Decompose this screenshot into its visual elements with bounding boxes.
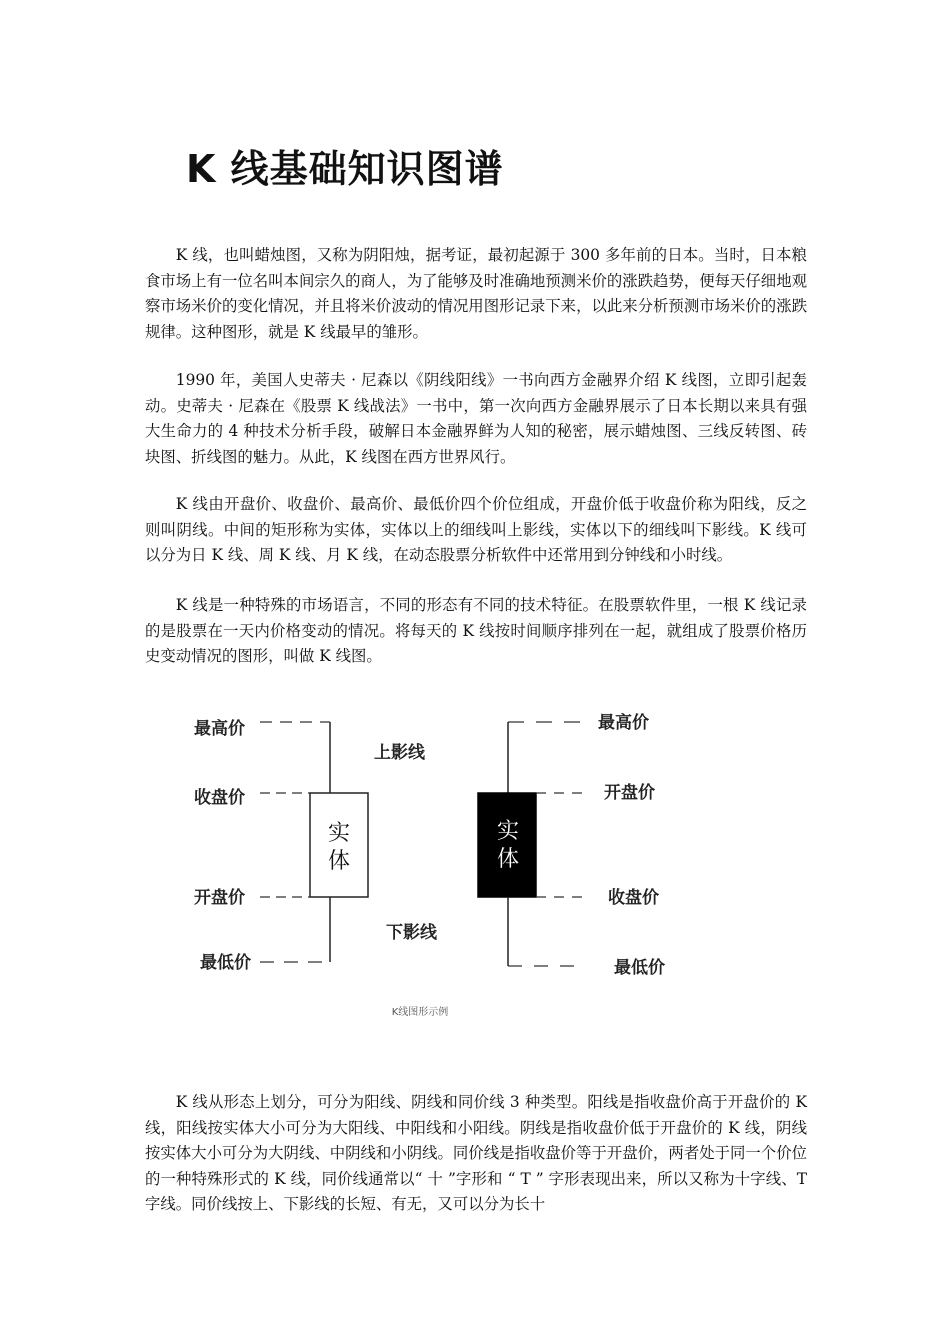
yin-candle: [478, 712, 665, 978]
candlestick-diagram: [180, 700, 700, 1030]
lower-shadow-label: 下影线: [386, 923, 437, 943]
upper-shadow-label: 上影线: [374, 743, 425, 763]
figure-caption: K线图形示例: [391, 1007, 449, 1018]
candlestick-figure: [180, 700, 700, 1030]
yang-low-label: 最低价: [200, 953, 251, 973]
yang-high-label: 最高价: [194, 719, 245, 739]
yang-candle: [194, 718, 368, 973]
paragraph-language: K 线是一种特殊的市场语言，不同的形态有不同的技术特征。在股票软件里，一根 K 线记录的是股票在一天内价格变动的情况。将每天的 K 线按时间顺序排列在一起，就组成了股票价格历史变动情况的图形，叫做 K 线图。: [145, 596, 807, 665]
paragraph-origin: K 线，也叫蜡烛图，又称为阴阳烛，据考证，最初起源于 300 多年前的日本。当时，日本粮食市场上有一位名叫本间宗久的商人，为了能够及时准确地预测米价的涨跌趋势，便每天仔细地观察市场米价的变化情况，并且将米价波动的情况用图形记录下来，以此来分析预测市场米价的涨跌规律。这种图形，就是 K 线最早的雏形。: [145, 246, 807, 341]
paragraph-components: K 线由开盘价、收盘价、最高价、最低价四个价位组成，开盘价低于收盘价称为阳线，反之则叫阴线。中间的矩形称为实体，实体以上的细线叫上影线，实体以下的细线叫下影线。K 线可以分为日 K 线、周 K 线、月 K 线，在动态股票分析软件中还常用到分钟线和小时线。: [145, 495, 807, 564]
yin-body-text-2: 体: [496, 847, 520, 872]
yin-body: [478, 793, 536, 897]
yang-open-label: 开盘价: [194, 888, 245, 908]
yin-low-label: 最低价: [614, 958, 665, 978]
yin-open-label: 开盘价: [604, 783, 655, 803]
yin-body-text-1: 实: [496, 819, 520, 844]
yin-high-label: 最高价: [598, 713, 649, 733]
yin-close-label: 收盘价: [608, 888, 659, 908]
yang-close-label: 收盘价: [194, 788, 245, 808]
yang-body-text-1: 实: [327, 821, 351, 846]
page-title: K 线基础知识图谱: [186, 147, 504, 191]
paragraph-types: K 线从形态上划分，可分为阳线、阴线和同价线 3 种类型。阳线是指收盘价高于开盘价的 K 线，阳线按实体大小可分为大阳线、中阳线和小阳线。阴线是指收盘价低于开盘价的 K 线，阴线按实体大小可分为大阴线、中阴线和小阴线。同价线是指收盘价等于开盘价，两者处于同一个价位的一种特殊形式的 K 线，同价线通常以“ 十 ”字形和 “ T ” 字形表现出来，所以又称为十字线、T 字线。同价线按上、下影线的长短、有无，又可以分为长十: [145, 1093, 807, 1213]
yang-body-text-2: 体: [327, 849, 351, 874]
paragraph-west: 1990 年，美国人史蒂夫 · 尼森以《阴线阳线》一书向西方金融界介绍 K 线图，立即引起轰动。史蒂夫 · 尼森在《股票 K 线战法》一书中，第一次向西方金融界展示了日本长期以来具有强大生命力的 4 种技术分析手段，破解日本金融界鲜为人知的秘密，展示蜡烛图、三线反转图、砖块图、折线图的魅力。从此，K 线图在西方世界风行。: [145, 371, 807, 466]
